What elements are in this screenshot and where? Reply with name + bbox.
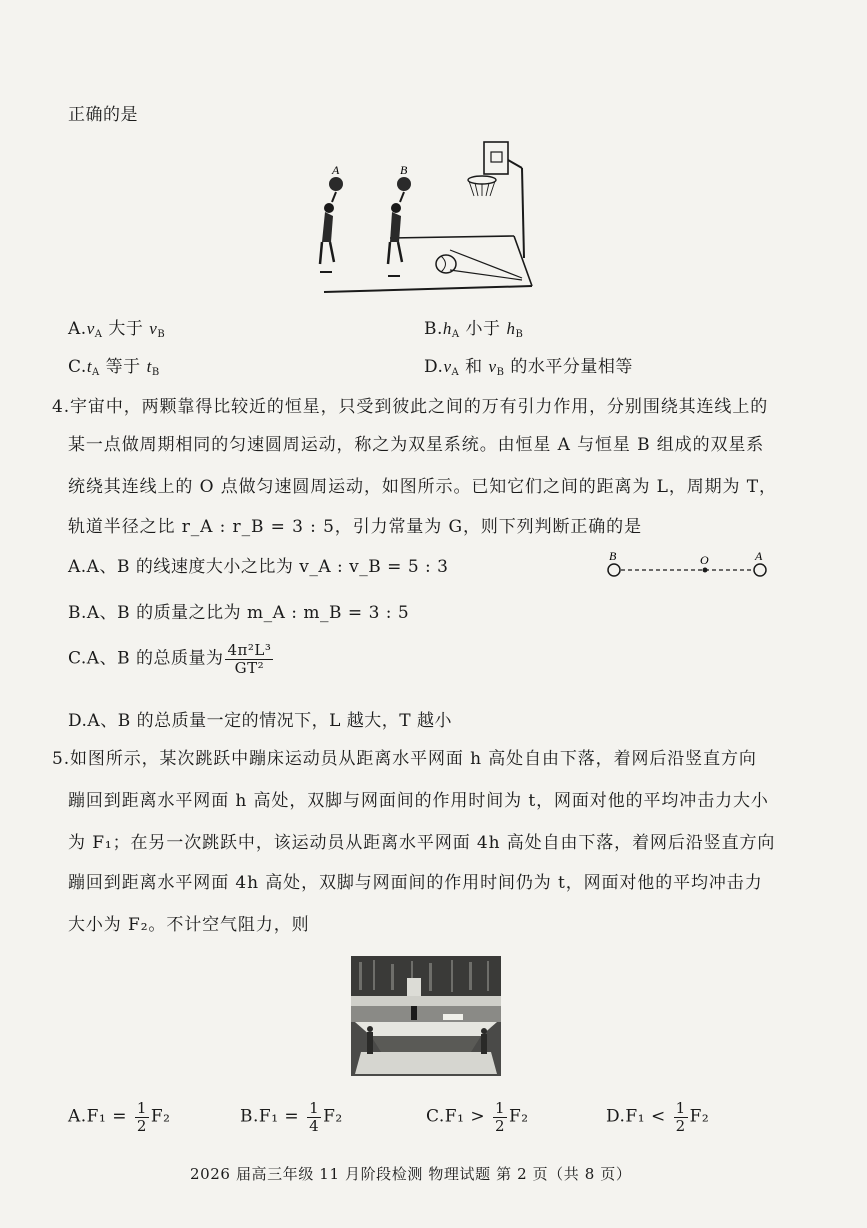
q5-option-b: B.F₁ = $\frac{1}{4}$ F₂ bbox=[240, 1099, 343, 1135]
q3-option-d: $D.v_A$ 和 $v_B$ 的水平分量相等 bbox=[424, 357, 633, 378]
q5-option-a: A.F₁ = $\frac{1}{2}$ F₂ bbox=[68, 1099, 171, 1135]
trampoline-photo bbox=[351, 956, 501, 1076]
label-a: A bbox=[332, 163, 340, 177]
q5-line-4: 蹦回到距离水平网面 4h 高处，双脚与网面间的作用时间仍为 t，网面对他的平均冲击力 bbox=[68, 873, 763, 893]
star-b-icon bbox=[608, 564, 620, 576]
q3-stem-end: 正确的是 bbox=[68, 105, 138, 125]
page-footer: 2026 届高三年级 11 月阶段检测 物理试题 第 2 页（共 8 页） bbox=[190, 1165, 632, 1183]
q4-line-1: 4.宇宙中，两颗靠得比较近的恒星，只受到彼此之间的万有引力作用，分别围绕其连线上的 bbox=[52, 397, 769, 417]
q5-line-5: 大小为 F₂。不计空气阻力，则 bbox=[68, 915, 310, 935]
q5-line-1: 5.如图所示，某次跳跃中蹦床运动员从距离水平网面 h 高处自由下落，着网后沿竖直方向 bbox=[52, 749, 757, 769]
center-o-icon bbox=[703, 568, 708, 573]
diagram-label-o: O bbox=[700, 553, 709, 567]
player-a-icon bbox=[320, 177, 343, 272]
basketball-figure bbox=[300, 138, 540, 298]
q4-line-2: 某一点做周期相同的匀速圆周运动，称之为双星系统。由恒星 A 与恒星 B 组成的双星系 bbox=[68, 435, 765, 455]
q4-option-a: A.A、B 的线速度大小之比为 v_A : v_B = 5 : 3 bbox=[68, 557, 449, 577]
q3-option-b: $B.h_A$ 小于 $h_B$ bbox=[424, 319, 524, 340]
q4-option-d: D.A、B 的总质量一定的情况下，L 越大，T 越小 bbox=[68, 711, 453, 731]
q4-option-b: B.A、B 的质量之比为 m_A : m_B = 3 : 5 bbox=[68, 603, 410, 623]
q3-option-a: $A.v_A$ 大于 $v_B$ bbox=[68, 319, 166, 340]
star-a-icon bbox=[754, 564, 766, 576]
q3-option-c: $C.t_A$ 等于 $t_B$ bbox=[68, 357, 160, 378]
diagram-label-b: B bbox=[609, 549, 617, 563]
q4-option-c: C.A、B 的总质量为 $\frac{\text{4π²L³}}{\text{GT²}}$ bbox=[68, 641, 272, 677]
q5-line-2: 蹦回到距离水平网面 h 高处，双脚与网面间的作用时间为 t，网面对他的平均冲击力大小 bbox=[68, 791, 769, 811]
binary-star-diagram bbox=[600, 548, 780, 582]
q5-option-d: D.F₁ < $\frac{1}{2}$ F₂ bbox=[606, 1099, 710, 1135]
q4-line-4: 轨道半径之比 r_A : r_B = 3 : 5，引力常量为 G，则下列判断正确的是 bbox=[68, 517, 642, 537]
q5-option-c: C.F₁ > $\frac{1}{2}$ F₂ bbox=[426, 1099, 529, 1135]
q4-line-3: 统绕其连线上的 O 点做匀速圆周运动，如图所示。已知它们之间的距离为 L，周期为 T， bbox=[68, 477, 777, 497]
player-b-icon bbox=[388, 177, 411, 276]
label-b: B bbox=[400, 163, 408, 177]
diagram-label-a: A bbox=[755, 549, 763, 563]
q5-line-3: 为 F₁；在另一次跳跃中，该运动员从距离水平网面 4h 高处自由下落，着网后沿竖直方向 bbox=[68, 833, 776, 853]
